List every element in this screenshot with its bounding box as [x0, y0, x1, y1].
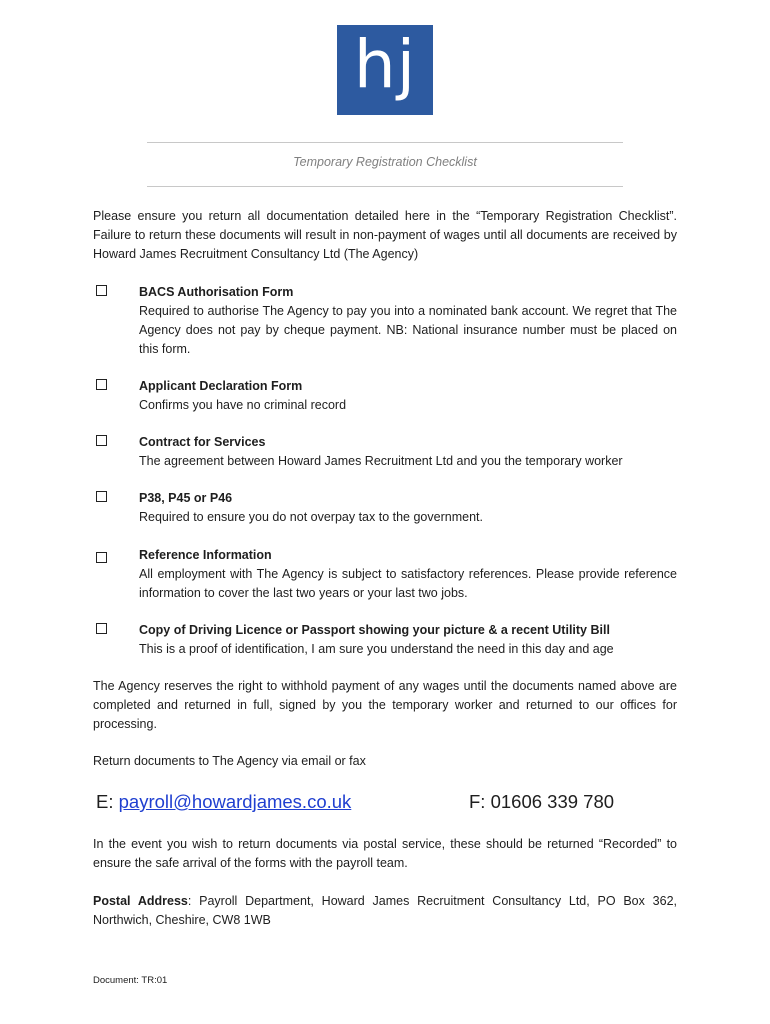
checklist-item-title: Copy of Driving Licence or Passport showing your picture & a recent Utility Bill	[139, 623, 610, 637]
email-contact	[96, 790, 351, 814]
checkbox[interactable]	[96, 285, 107, 296]
checklist-item-description: The agreement between Howard James Recruitment Ltd and you the temporary worker	[139, 454, 623, 468]
top-divider	[147, 142, 623, 143]
checklist-item-description: This is a proof of identification, I am sure you understand the need in this day and age	[139, 642, 614, 656]
checkbox[interactable]	[96, 435, 107, 446]
postal-address-label: Postal Address	[93, 894, 188, 908]
company-logo	[337, 25, 433, 115]
fax-number: 01606 339 780	[490, 791, 615, 812]
checklist-item-description: Confirms you have no criminal record	[139, 398, 347, 412]
logo-text: hj	[353, 26, 417, 103]
checkbox[interactable]	[96, 491, 107, 502]
email-label: E:	[96, 791, 119, 812]
return-instructions: Return documents to The Agency via email or fax	[93, 754, 366, 768]
fax-label: F:	[469, 791, 491, 812]
checklist-item-title: Reference Information	[139, 548, 272, 562]
postal-address-text: : Payroll Department, Howard James Recruitment Consultancy Ltd, PO Box 362, Northwich, Cheshire, CW8 1WB	[93, 894, 677, 927]
checkbox[interactable]	[96, 552, 107, 563]
checklist-item-title: Contract for Services	[139, 435, 266, 449]
checklist-item-title: Applicant Declaration Form	[139, 379, 303, 393]
intro-paragraph: Please ensure you return all documentation detailed here in the “Temporary Registration Checklist”. Failure to return these documents will result in non-payment of wages until all documents are received by Howard James Recruitment Consultancy Ltd (The Agency)	[93, 209, 677, 261]
document-reference: Document: TR:01	[93, 975, 168, 986]
document-subtitle: Temporary Registration Checklist	[293, 155, 477, 169]
postal-address	[93, 892, 677, 930]
email-link[interactable]: payroll@howardjames.co.uk	[118, 791, 352, 812]
checklist-item-title: BACS Authorisation Form	[139, 285, 294, 299]
checklist-item-description: Required to authorise The Agency to pay you into a nominated bank account. We regret that The Agency does not pay by cheque payment. NB: National insurance number must be placed on this form.	[139, 304, 677, 356]
postal-notice: In the event you wish to return documents via postal service, these should be returned “Recorded” to ensure the safe arrival of the forms with the payroll team.	[93, 837, 677, 870]
checkbox[interactable]	[96, 379, 107, 390]
bottom-divider	[147, 186, 623, 187]
checklist-item-title: P38, P45 or P46	[139, 491, 233, 505]
checkbox[interactable]	[96, 623, 107, 634]
withhold-notice: The Agency reserves the right to withhold payment of any wages until the documents named above are completed and returned in full, signed by you the temporary worker and returned to our offices for processing.	[93, 679, 677, 731]
checklist-item-description: Required to ensure you do not overpay tax to the government.	[139, 510, 483, 524]
fax-contact	[469, 790, 614, 814]
checklist-item-description: All employment with The Agency is subject to satisfactory references. Please provide reference information to cover the last two years or your last two jobs.	[139, 567, 677, 600]
